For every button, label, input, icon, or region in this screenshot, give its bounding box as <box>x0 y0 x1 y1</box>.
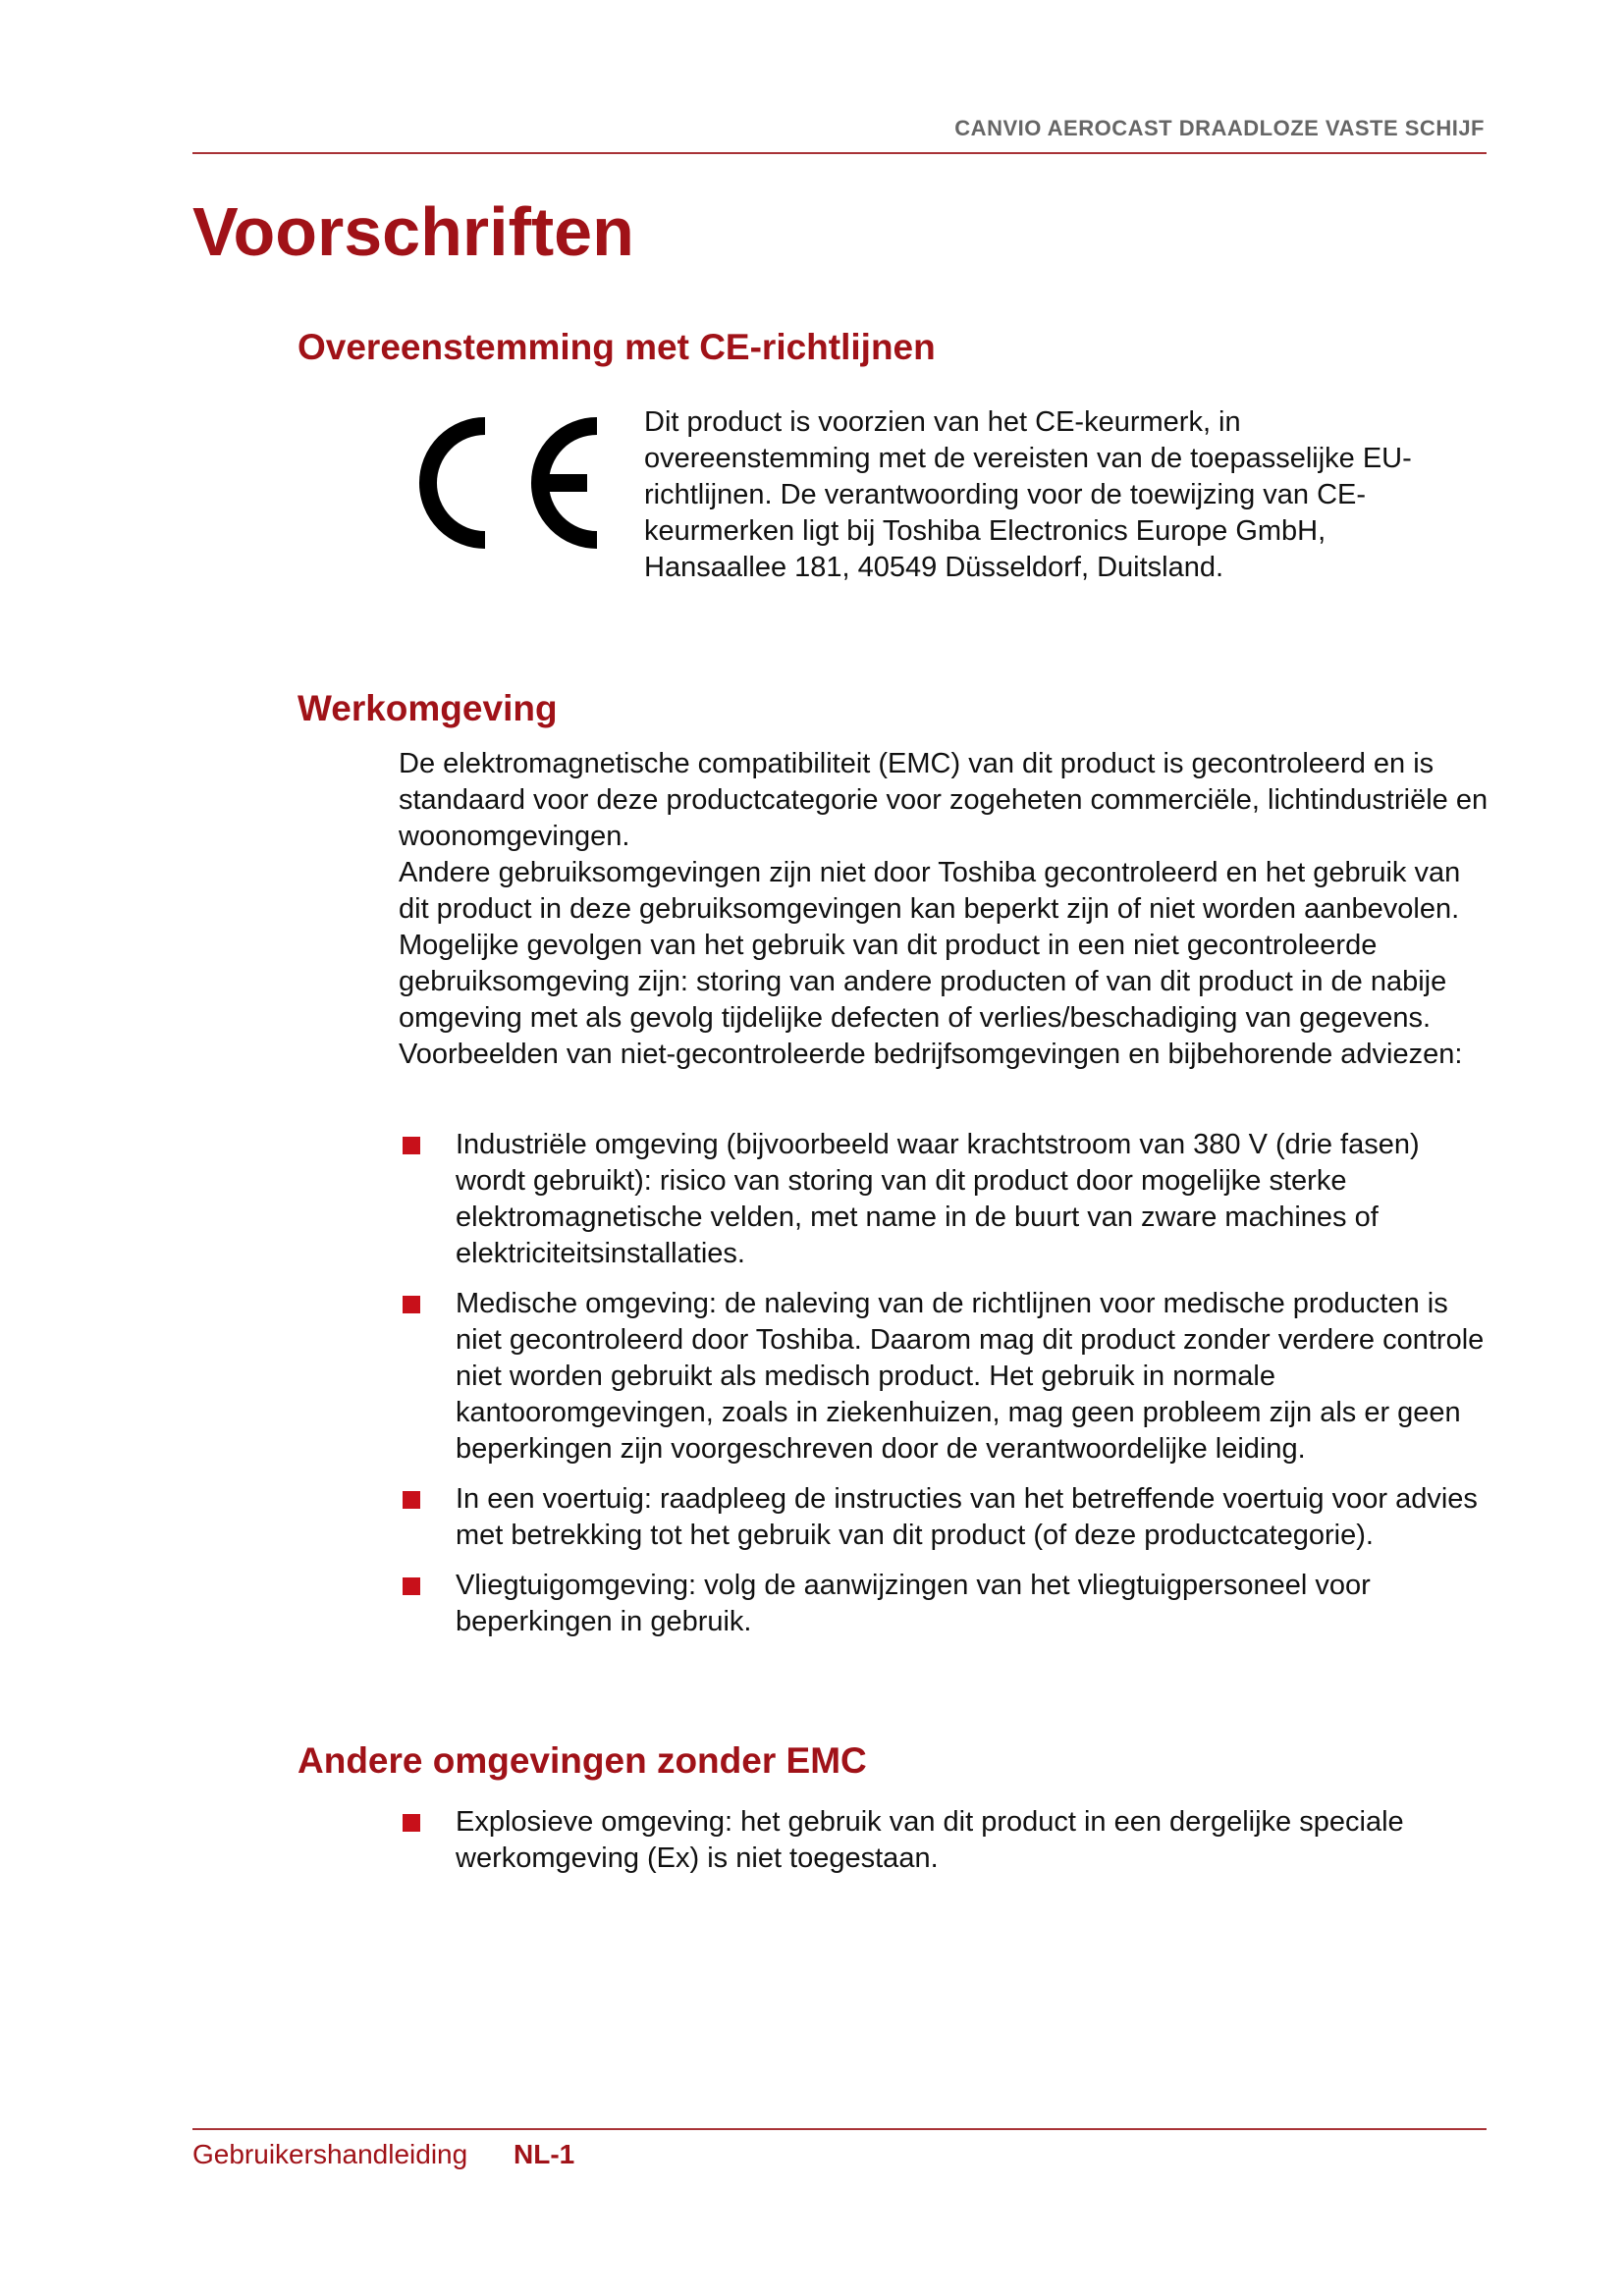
werkomgeving-bullet-list <box>399 1127 1489 1654</box>
square-bullet-icon <box>403 1577 420 1595</box>
running-header: CANVIO AEROCAST DRAADLOZE VASTE SCHIJF <box>954 116 1485 140</box>
page-title: Voorschriften <box>192 193 634 270</box>
andere-bullet-list <box>399 1804 1489 1891</box>
bullet-text: Industriële omgeving (bijvoorbeeld waar krachtstroom van 380 V (drie fasen) wordt gebruikt): risico van storing van dit product door mogelijke sterke elektromagnetische velden, met name in de buurt van zware machines of elektriciteitsinstallaties. <box>456 1129 1420 1269</box>
square-bullet-icon <box>403 1296 420 1313</box>
bullet-text: Explosieve omgeving: het gebruik van dit product in een dergelijke speciale werkomgeving (Ex) is niet toegestaan. <box>456 1806 1404 1874</box>
footer-label: Gebruikershandleiding <box>192 2139 468 2169</box>
square-bullet-icon <box>403 1814 420 1832</box>
ce-mark-icon <box>405 410 616 556</box>
bullet-text: Vliegtuigomgeving: volg de aanwijzingen van het vliegtuigpersoneel voor beperkingen in gebruik. <box>456 1570 1371 1637</box>
werkomgeving-heading: Werkomgeving <box>298 688 558 728</box>
werkomgeving-paragraph-2: Andere gebruiksomgevingen zijn niet door Toshiba gecontroleerd en het gebruik van dit product in deze gebruiksomgevingen kan beperkt zijn of niet worden aanbevolen. Mogelijke gevolgen van het gebruik van dit product in een niet gecontroleerde gebruiksomgeving zijn: storing van andere producten of van dit product in de nabije omgeving met als gevolg tijdelijke defecten of verlies/beschadiging van gegevens. Voorbeelden van niet-gecontroleerde bedrijfsomgevingen en bijbehorende adviezen: <box>399 857 1463 1070</box>
list-item <box>399 1127 1489 1272</box>
bullet-text: In een voertuig: raadpleeg de instructies van het betreffende voertuig voor advies met betrekking tot het gebruik van dit product (of deze productcategorie). <box>456 1483 1478 1551</box>
list-item <box>399 1481 1489 1554</box>
andere-omgevingen-heading: Andere omgevingen zonder EMC <box>298 1740 867 1781</box>
werkomgeving-paragraph-1: De elektromagnetische compatibiliteit (EMC) van dit product is gecontroleerd en is standaard voor deze productcategorie voor zogeheten commerciële, lichtindustriële en woonomgevingen. <box>399 748 1489 852</box>
square-bullet-icon <box>403 1137 420 1154</box>
list-item <box>399 1804 1489 1877</box>
square-bullet-icon <box>403 1491 420 1509</box>
header-rule <box>192 152 1487 154</box>
ce-description: Dit product is voorzien van het CE-keurmerk, in overeenstemming met de vereisten van de toepasselijke EU-richtlijnen. De verantwoording voor de toewijzing van CE-keurmerken ligt bij Toshiba Electronics Europe GmbH, Hansaallee 181, 40549 Düsseldorf, Duitsland. <box>644 406 1412 583</box>
bullet-text: Medische omgeving: de naleving van de richtlijnen voor medische producten is niet gecontroleerd door Toshiba. Daarom mag dit product zonder verdere controle niet worden gebruikt als medisch product. Het gebruik in normale kantooromgevingen, zoals in ziekenhuizen, mag geen probleem zijn als er geen beperkingen zijn voorgeschreven door de verantwoordelijke leiding. <box>456 1288 1485 1465</box>
ce-section-heading: Overeenstemming met CE-richtlijnen <box>298 327 936 367</box>
werkomgeving-body <box>399 746 1489 1073</box>
footer-rule <box>192 2128 1487 2130</box>
list-item <box>399 1568 1489 1640</box>
page-number: NL-1 <box>514 2139 575 2169</box>
list-item <box>399 1286 1489 1468</box>
